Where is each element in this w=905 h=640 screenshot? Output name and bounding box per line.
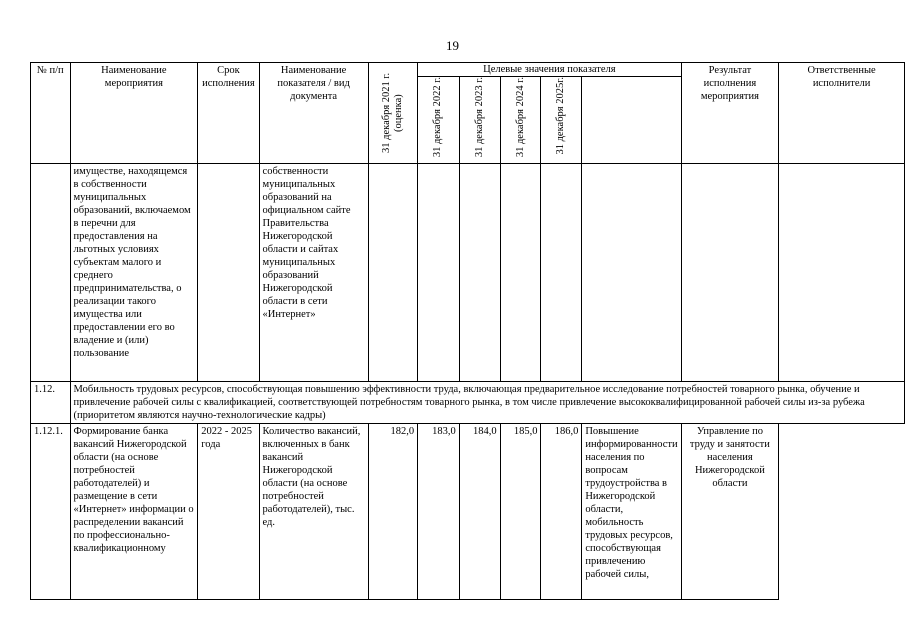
item-responsible: Управление по труду и занятости населения Нижегородской области [681, 424, 779, 600]
header-row-1 [31, 63, 905, 77]
header-2023 [459, 77, 500, 164]
cell-empty [368, 164, 417, 382]
section-text: Мобильность трудовых ресурсов, способствующая повышению эффективности труда, включающая предварительное исследование потребностей товарного рынка, обучение и привлечение рабочей силы с квалификацией, соответствующей потребностям товарного рынка, в том числе привлечение высококвалифицированной рабочей силы из-за рубежа (приоритетом являются научно-технологические кадры) [70, 382, 904, 424]
cell-empty [31, 164, 71, 382]
item-value-2024: 185,0 [500, 424, 541, 600]
item-row [31, 424, 905, 600]
cell-empty [779, 164, 905, 382]
header-2022-text: 31 декабря 2022 г. [432, 77, 444, 158]
header-num: № п/п [31, 63, 71, 164]
item-value-2023: 184,0 [459, 424, 500, 600]
item-activity: Формирование банка вакансий Нижегородской области (на основе потребностей работодателей) и размещение в сети «Интернет» информации о распределении вакансий по профессионально-квалификационному [70, 424, 198, 600]
item-value-2025: 186,0 [541, 424, 582, 600]
header-result: Результат исполнения мероприятия [681, 63, 779, 164]
section-row [31, 382, 905, 424]
header-indicator: Наименование показателя / вид документа [259, 63, 368, 164]
cell-empty [198, 164, 259, 382]
header-2022 [418, 77, 460, 164]
cell-empty [681, 164, 779, 382]
item-value-2022: 183,0 [418, 424, 460, 600]
header-2021 [368, 63, 417, 164]
item-value-2021: 182,0 [368, 424, 417, 600]
cell-empty [418, 164, 460, 382]
item-term: 2022 - 2025 года [198, 424, 259, 600]
page-number: 19 [446, 38, 459, 53]
cell-empty [541, 164, 582, 382]
continuation-activity: имуществе, находящемся в собственности муниципальных образований, включаемом в перечни для предоставления на льготных условиях субъектам малого и среднего предпринимательства, о реализации такого имущества или предоставлении его во владение и (или) пользование [70, 164, 198, 382]
header-2024 [500, 77, 541, 164]
section-num: 1.12. [31, 382, 71, 424]
continuation-indicator: собственности муниципальных образований на официальном сайте Правительства Нижегородской области и сайтах муниципальных образований Нижегородской области в сети «Интернет» [259, 164, 368, 382]
cell-empty [500, 164, 541, 382]
header-2025-text: 31 декабря 2025г. [555, 77, 567, 155]
item-indicator: Количество вакансий, включенных в банк вакансий Нижегородской области (на основе потребностей работодателей), тыс. ед. [259, 424, 368, 600]
header-2023-text: 31 декабря 2023 г. [473, 77, 485, 158]
header-2021-text: 31 декабря 2021 г. (оценка) [380, 72, 404, 154]
header-term: Срок исполнения [198, 63, 259, 164]
header-2025 [541, 77, 582, 164]
cell-empty [582, 164, 681, 382]
measures-table [30, 62, 905, 600]
header-target-group: Целевые значения показателя [418, 63, 681, 77]
header-2024-text: 31 декабря 2024 г. [514, 77, 526, 158]
cell-empty [459, 164, 500, 382]
header-activity: Наименование мероприятия [70, 63, 198, 164]
continuation-row [31, 164, 905, 382]
item-result: Повышение информированности населения по вопросам трудоустройства в Нижегородской области, мобильность трудовых ресурсов, способствующая привлечению рабочей силы, [582, 424, 681, 600]
item-num: 1.12.1. [31, 424, 71, 600]
header-responsible: Ответственные исполнители [779, 63, 905, 164]
